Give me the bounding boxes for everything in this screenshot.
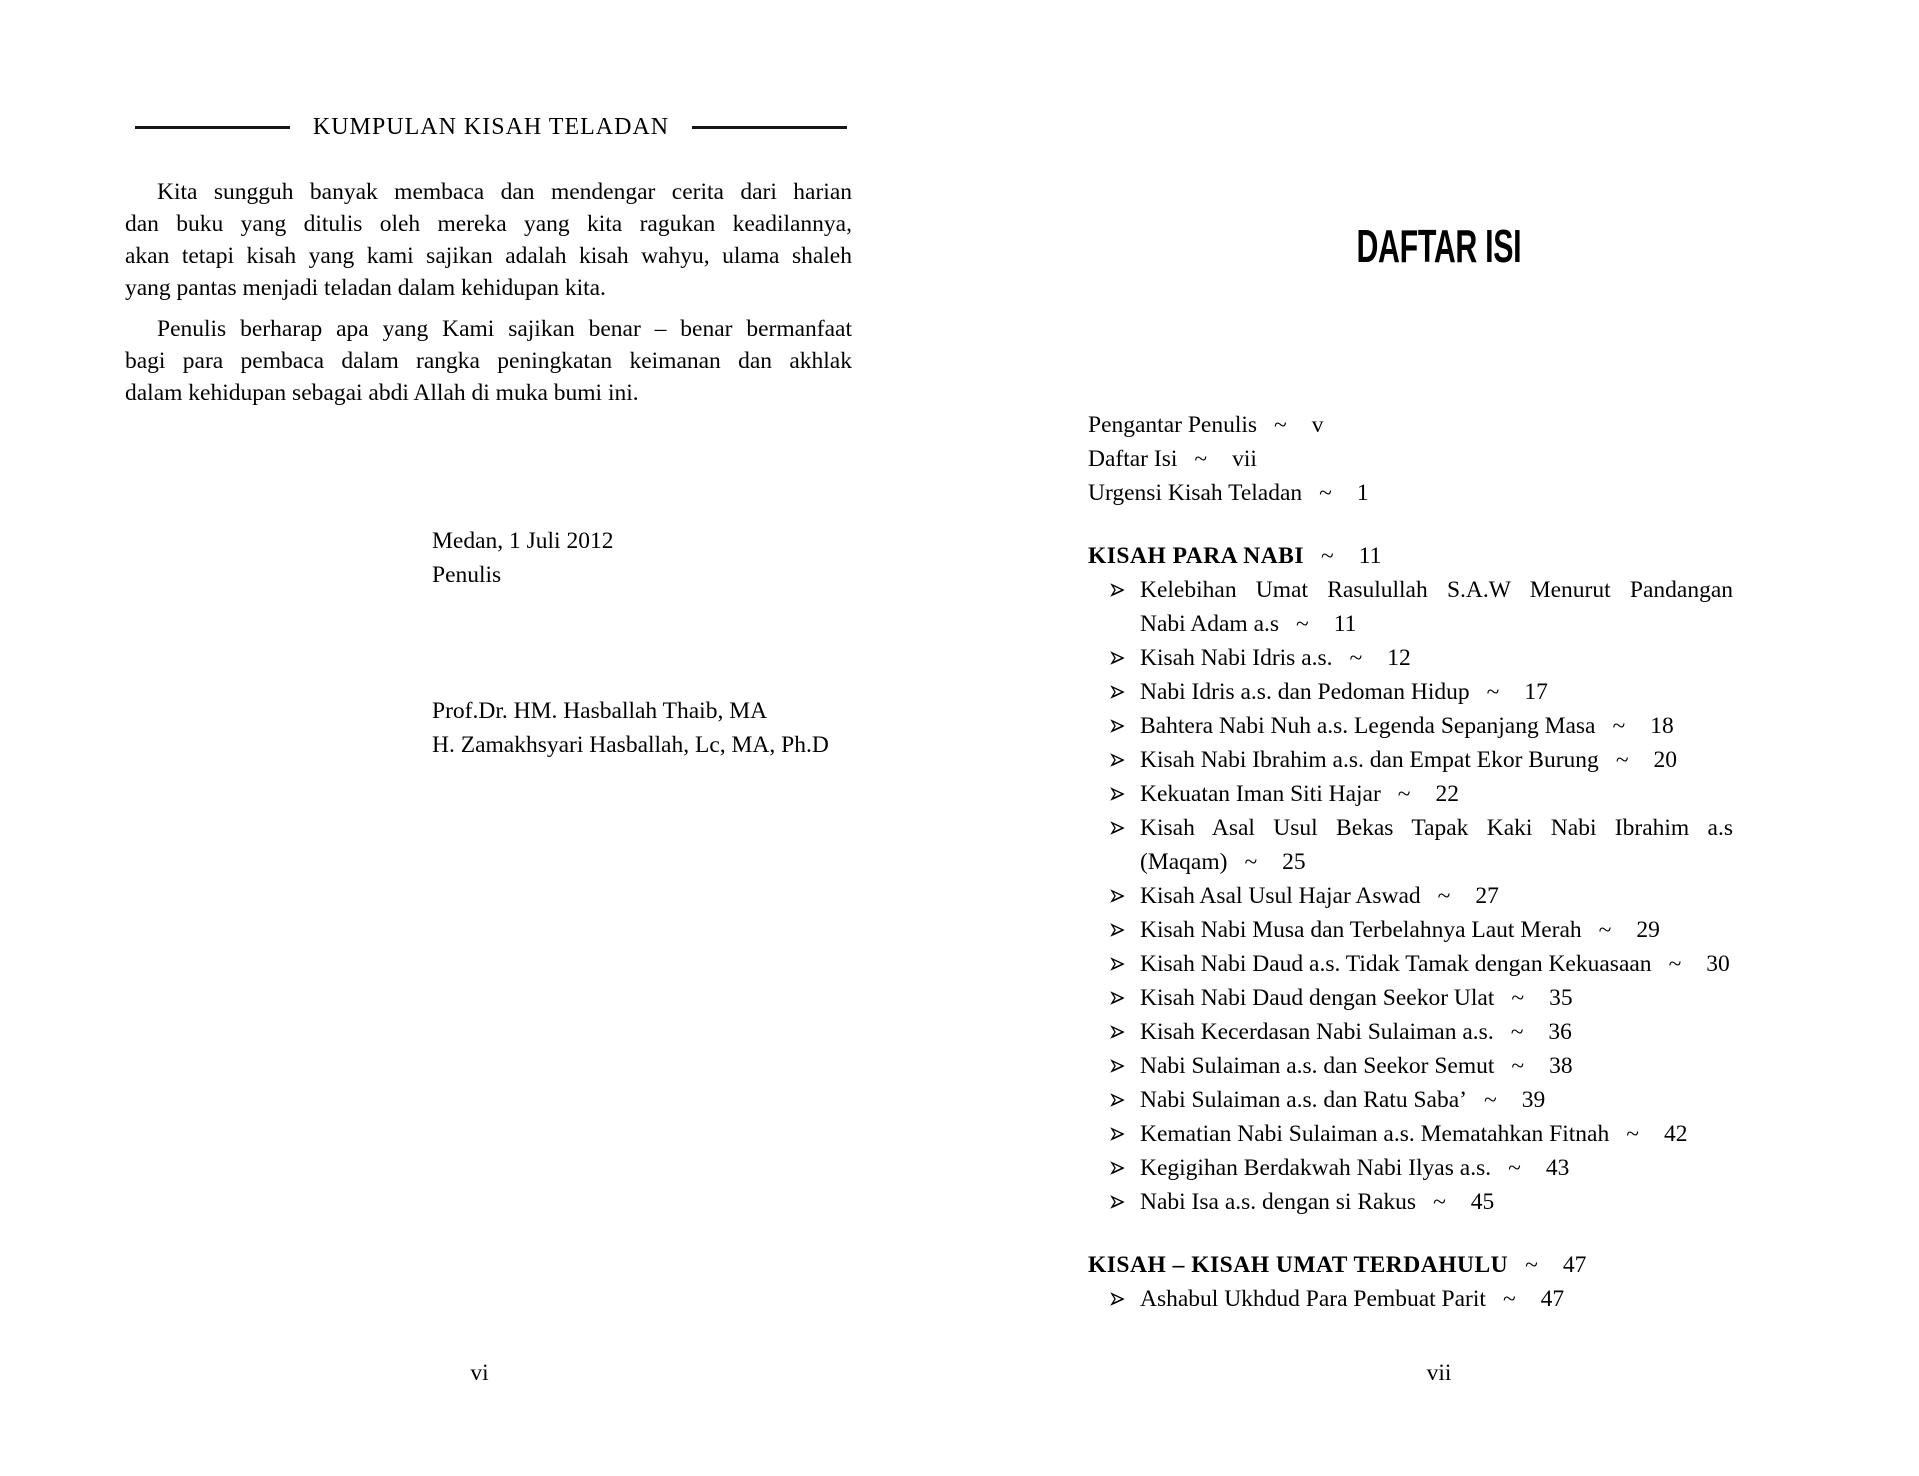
toc-entry-label: Daftar Isi	[1088, 446, 1178, 472]
paragraph	[125, 313, 852, 409]
toc-item	[1088, 1185, 1733, 1219]
toc-separator: ~	[1511, 1053, 1525, 1079]
toc-page-number: 39	[1521, 1087, 1546, 1113]
toc-separator: ~	[1615, 747, 1629, 773]
toc-item-label: Kematian Nabi Sulaiman a.s. Mematahkan Fitnah	[1140, 1121, 1610, 1147]
toc-separator: ~	[1598, 917, 1612, 943]
arrow-bullet-icon	[1110, 922, 1125, 938]
arrow-bullet-icon	[1110, 1058, 1125, 1074]
toc-page-number: 43	[1545, 1155, 1570, 1181]
toc-page-number: 45	[1470, 1189, 1495, 1215]
toc-title-row	[959, 222, 1919, 270]
toc-item	[1088, 709, 1733, 743]
front-matter-entry	[1088, 476, 1733, 510]
toc-page-number: 36	[1548, 1019, 1572, 1045]
header-rule-right	[692, 126, 847, 129]
toc-item-label: Nabi Adam a.s	[1140, 611, 1280, 637]
toc-item-label: Nabi Sulaiman a.s. dan Seekor Semut	[1140, 1053, 1495, 1079]
toc-item-line	[1140, 1049, 1733, 1083]
toc-page-number: 11	[1358, 543, 1382, 569]
toc-section-heading	[1088, 539, 1733, 573]
toc-item-line	[1140, 607, 1733, 641]
arrow-bullet-icon	[1110, 718, 1125, 734]
paragraph-line: akan tetapi kisah yang kami sajikan adalah kisah wahyu, ulama shaleh	[125, 243, 852, 269]
section-heading-label: KISAH – KISAH UMAT TERDAHULU	[1088, 1252, 1509, 1278]
toc-item-line	[1140, 811, 1733, 845]
front-matter-entry	[1088, 442, 1733, 476]
toc-item-list	[1088, 573, 1733, 1219]
toc-item-label: Kisah Asal Usul Bekas Tapak Kaki Nabi Ibrahim a.s	[1140, 815, 1733, 841]
toc-page-number: vii	[1232, 446, 1257, 472]
toc-item-label: (Maqam)	[1140, 849, 1228, 875]
page-number-right: vii	[1426, 1360, 1452, 1386]
toc-page-number: 27	[1475, 883, 1499, 909]
author-line: Prof.Dr. HM. Hasballah Thaib, MA	[432, 698, 768, 724]
toc-separator: ~	[1502, 1286, 1516, 1312]
toc-item-line	[1140, 981, 1733, 1015]
toc-item-line	[1140, 777, 1733, 811]
toc-separator: ~	[1194, 446, 1208, 472]
signature-place-date: Medan, 1 Juli 2012	[432, 528, 614, 554]
toc-item	[1088, 1151, 1733, 1185]
arrow-bullet-icon	[1110, 786, 1125, 802]
toc-separator: ~	[1483, 1087, 1497, 1113]
toc-item-line	[1140, 1151, 1733, 1185]
arrow-bullet-icon	[1110, 1024, 1125, 1040]
author-names	[432, 694, 829, 762]
toc-title: DAFTAR ISI	[1356, 220, 1522, 272]
toc-item-line	[1140, 1282, 1733, 1316]
toc-page-number: 25	[1282, 849, 1306, 875]
toc-item-line	[1140, 675, 1733, 709]
paragraph-line: bagi para pembaca dalam rangka peningkatan keimanan dan akhlak	[125, 348, 852, 374]
toc-separator: ~	[1510, 1019, 1524, 1045]
preface-text	[125, 176, 852, 409]
arrow-bullet-icon	[1110, 1126, 1125, 1142]
toc-page-number: 47	[1540, 1286, 1565, 1312]
arrow-bullet-icon	[1110, 684, 1125, 700]
toc-item-label: Kisah Nabi Daud a.s. Tidak Tamak dengan Kekuasaan	[1140, 951, 1652, 977]
toc-page-number: 11	[1333, 611, 1357, 637]
toc-page-number: 35	[1549, 985, 1573, 1011]
page-left	[0, 0, 959, 1476]
toc-item-label: Kisah Asal Usul Hajar Aswad	[1140, 883, 1421, 909]
toc-item-label: Bahtera Nabi Nuh a.s. Legenda Sepanjang Masa	[1140, 713, 1596, 739]
toc-item-line	[1140, 743, 1733, 777]
toc-item-line	[1140, 947, 1733, 981]
toc-item	[1088, 641, 1733, 675]
toc-item-line	[1140, 879, 1733, 913]
toc-separator: ~	[1668, 951, 1682, 977]
paragraph	[125, 176, 852, 304]
toc-separator: ~	[1319, 480, 1332, 506]
front-matter-entry	[1088, 408, 1733, 442]
paragraph-line: Kita sungguh banyak membaca dan mendengar cerita dari harian	[157, 179, 852, 205]
toc-separator: ~	[1508, 1155, 1521, 1181]
toc-item-label: Kegigihan Berdakwah Nabi Ilyas a.s.	[1140, 1155, 1492, 1181]
toc-item-line	[1140, 709, 1733, 743]
toc-item-label: Kisah Kecerdasan Nabi Sulaiman a.s.	[1140, 1019, 1494, 1045]
toc-item-label: Kisah Nabi Idris a.s.	[1140, 645, 1333, 671]
toc-item	[1088, 913, 1733, 947]
toc-page-number: 22	[1435, 781, 1460, 807]
toc-item	[1088, 981, 1733, 1015]
arrow-bullet-icon	[1110, 650, 1125, 666]
arrow-bullet-icon	[1110, 990, 1125, 1006]
toc-item-list	[1088, 1282, 1733, 1316]
paragraph-line: yang pantas menjadi teladan dalam kehidupan kita.	[125, 275, 606, 301]
toc-separator: ~	[1397, 781, 1411, 807]
toc-separator: ~	[1626, 1121, 1639, 1147]
toc-page-number: 18	[1650, 713, 1674, 739]
toc-separator: ~	[1511, 985, 1525, 1011]
toc-entry-label: Pengantar Penulis	[1088, 412, 1258, 438]
header-rule-left	[135, 126, 290, 129]
arrow-bullet-icon	[1110, 582, 1125, 598]
toc-page-number: 1	[1356, 480, 1369, 506]
toc-item-line	[1140, 913, 1733, 947]
paragraph-line: Penulis berharap apa yang Kami sajikan benar – benar bermanfaat	[157, 316, 852, 342]
toc-separator: ~	[1349, 645, 1363, 671]
toc-item-label: Nabi Idris a.s. dan Pedoman Hidup	[1140, 679, 1470, 705]
arrow-bullet-icon	[1110, 1092, 1125, 1108]
toc-item-label: Ashabul Ukhdud Para Pembuat Parit	[1140, 1286, 1486, 1312]
paragraph-line: dan buku yang ditulis oleh mereka yang kita ragukan keadilannya,	[125, 211, 852, 237]
arrow-bullet-icon	[1110, 888, 1125, 904]
toc-separator: ~	[1320, 543, 1334, 569]
toc-section-heading	[1088, 1248, 1733, 1282]
toc-item	[1088, 675, 1733, 709]
toc-page-number: 30	[1706, 951, 1730, 977]
toc-item-label: Kelebihan Umat Rasulullah S.A.W Menurut Pandangan	[1140, 577, 1733, 603]
toc-item-line	[1140, 1015, 1733, 1049]
signature-gap	[432, 592, 829, 694]
toc-separator: ~	[1244, 849, 1258, 875]
table-of-contents	[1088, 408, 1733, 1316]
toc-item	[1088, 573, 1733, 641]
toc-item	[1088, 947, 1733, 981]
toc-item	[1088, 1015, 1733, 1049]
running-head	[135, 112, 847, 142]
toc-item-label: Kisah Nabi Musa dan Terbelahnya Laut Merah	[1140, 917, 1582, 943]
page-number-left: vi	[470, 1360, 489, 1386]
arrow-bullet-icon	[1110, 1160, 1125, 1176]
toc-item-label: Kekuatan Iman Siti Hajar	[1140, 781, 1381, 807]
toc-item	[1088, 1117, 1733, 1151]
arrow-bullet-icon	[1110, 956, 1125, 972]
arrow-bullet-icon	[1110, 820, 1125, 836]
toc-item	[1088, 1049, 1733, 1083]
toc-page-number: 29	[1636, 917, 1660, 943]
section-heading-label: KISAH PARA NABI	[1088, 543, 1304, 569]
toc-page-number: 47	[1562, 1252, 1587, 1278]
toc-item-line	[1140, 1117, 1733, 1151]
arrow-bullet-icon	[1110, 1291, 1125, 1307]
page-right	[959, 0, 1919, 1476]
toc-page-number: 17	[1524, 679, 1548, 705]
toc-separator: ~	[1433, 1189, 1446, 1215]
toc-item	[1088, 743, 1733, 777]
author-line: H. Zamakhsyari Hasballah, Lc, MA, Ph.D	[432, 732, 829, 758]
toc-item-label: Nabi Isa a.s. dengan si Rakus	[1140, 1189, 1417, 1215]
toc-page-number: v	[1311, 412, 1324, 438]
toc-entry-label: Urgensi Kisah Teladan	[1088, 480, 1303, 506]
toc-item-line	[1140, 845, 1733, 879]
toc-item-line	[1140, 573, 1733, 607]
arrow-bullet-icon	[1110, 752, 1125, 768]
toc-item-label: Kisah Nabi Daud dengan Seekor Ulat	[1140, 985, 1495, 1011]
paragraph-line: dalam kehidupan sebagai abdi Allah di muka bumi ini.	[125, 380, 639, 406]
toc-item	[1088, 1282, 1733, 1316]
signature-role: Penulis	[432, 562, 502, 588]
toc-separator: ~	[1486, 679, 1500, 705]
toc-item	[1088, 879, 1733, 913]
toc-item-line	[1140, 1185, 1733, 1219]
toc-item	[1088, 1083, 1733, 1117]
toc-item	[1088, 777, 1733, 811]
toc-page-number: 38	[1549, 1053, 1573, 1079]
toc-page-number: 20	[1653, 747, 1678, 773]
toc-item	[1088, 811, 1733, 879]
signature-block	[432, 524, 829, 762]
toc-separator: ~	[1525, 1252, 1538, 1278]
running-head-title: KUMPULAN KISAH TELADAN	[312, 113, 670, 140]
toc-separator: ~	[1296, 611, 1309, 637]
toc-item-label: Kisah Nabi Ibrahim a.s. dan Empat Ekor Burung	[1140, 747, 1599, 773]
arrow-bullet-icon	[1110, 1194, 1125, 1210]
toc-page-number: 12	[1387, 645, 1411, 671]
toc-item-label: Nabi Sulaiman a.s. dan Ratu Saba’	[1140, 1087, 1467, 1113]
toc-item-line	[1140, 641, 1733, 675]
toc-separator: ~	[1274, 412, 1287, 438]
toc-separator: ~	[1437, 883, 1451, 909]
toc-separator: ~	[1612, 713, 1626, 739]
toc-page-number: 42	[1663, 1121, 1688, 1147]
toc-item-line	[1140, 1083, 1733, 1117]
